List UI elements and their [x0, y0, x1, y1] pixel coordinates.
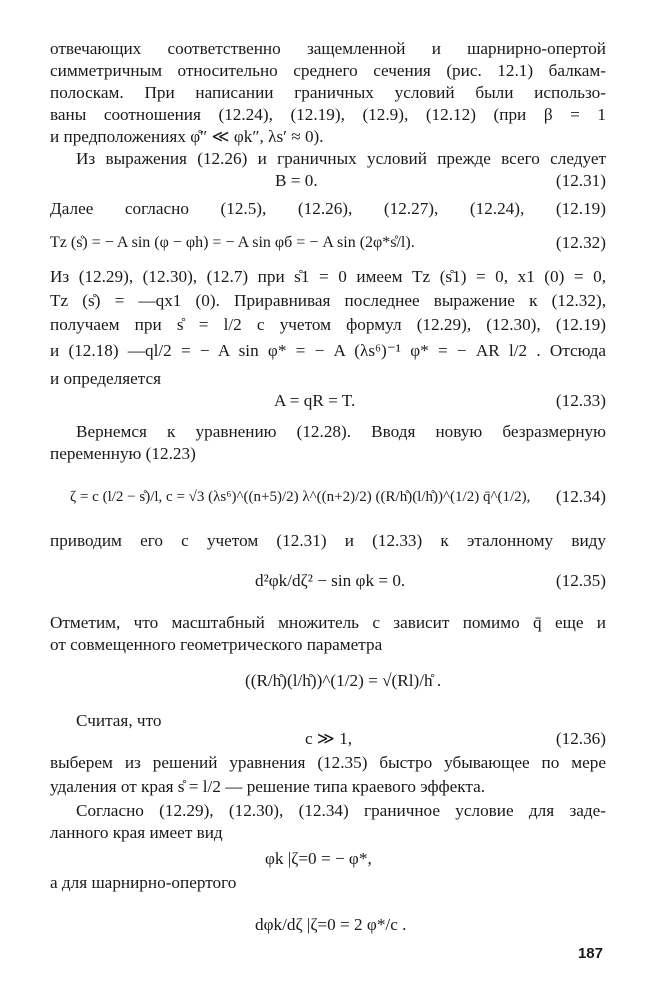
equation-12-36: c ≫ 1,	[305, 729, 353, 748]
text-line: Из (12.29), (12.30), (12.7) при s̊1 = 0 имеем Tz (s̊1) = 0, x1 (0) = 0,	[50, 267, 606, 286]
equation-12-33: A = qR = T.	[274, 391, 356, 410]
text-line: удаления от края s̊ = l/2 — решение типа краевого эффекта.	[50, 777, 486, 796]
text-line: выберем из решений уравнения (12.35) быстро убывающее по мере	[50, 753, 606, 772]
text-line: и определяется	[50, 369, 162, 388]
text-line: и (12.18) —ql/2 = − A sin φ* = − A (λs⁶)⁻¹ φ* = − AR l/2 . Отсюда	[50, 341, 606, 360]
page-number: 187	[577, 945, 603, 962]
text-line: Из выражения (12.26) и граничных условий прежде всего следует	[76, 149, 606, 168]
equation-12-35: d²φk/dζ² − sin φk = 0.	[255, 571, 406, 590]
text-line: от совмещенного геометрического параметра	[50, 635, 383, 654]
text-line: полоскам. При написании граничных условий были использо-	[50, 83, 606, 102]
text-line: приводим его с учетом (12.31) и (12.33) к эталонному виду	[50, 531, 606, 550]
equation-number: (12.35)	[555, 571, 606, 590]
equation-number: (12.31)	[555, 171, 606, 190]
equation-boundary-clamped: φk |ζ=0 = − φ*,	[265, 849, 372, 868]
text-line: а для шарнирно-опертого	[50, 873, 237, 892]
text-line: Согласно (12.29), (12.30), (12.34) граничное условие для заде-	[76, 801, 606, 820]
text-line: и предположениях φ̊″ ≪ φk″, λs′ ≈ 0).	[50, 127, 324, 146]
text-line: Вернемся к уравнению (12.28). Вводя новую безразмерную	[76, 422, 606, 441]
text-line: Далее согласно (12.5), (12.26), (12.27), (12.24), (12.19)	[50, 199, 606, 218]
text-line: отвечающих соответственно защемленной и шарнирно-опертой	[50, 39, 606, 58]
text-line: Tz (s̊) = —qx1 (0). Приравнивая последнее выражение к (12.32),	[50, 291, 606, 310]
equation-12-31: B = 0.	[275, 171, 318, 190]
equation-number: (12.36)	[555, 729, 606, 748]
equation-12-32: Tz (s̊) = − A sin (φ − φh) = − A sin φб = − A sin (2φ*s̊/l).	[50, 234, 415, 251]
text-line: переменную (12.23)	[50, 444, 196, 463]
text-line: ланного края имеет вид	[50, 823, 223, 842]
text-line: ваны соотношения (12.24), (12.19), (12.9), (12.12) (при β = 1	[50, 105, 606, 124]
text-line: Считая, что	[76, 711, 162, 730]
equation-12-34: ζ = c (l/2 − s̊)/l, c = √3 (λs⁶)^((n+5)/2) λ^((n+2)/2) ((R/h̊)(l/h̊))^(1/2) q̄^(1/2),	[70, 489, 531, 505]
text-line: Отметим, что масштабный множитель c зависит помимо q̄ еще и	[50, 613, 606, 632]
equation-number: (12.32)	[555, 233, 606, 252]
equation-number: (12.34)	[555, 487, 606, 506]
equation-number: (12.33)	[555, 391, 606, 410]
text-line: получаем при s̊ = l/2 с учетом формул (12.29), (12.30), (12.19)	[50, 315, 606, 334]
equation-geometric-parameter: ((R/h̊)(l/h̊))^(1/2) = √(Rl)/h̊ .	[245, 671, 442, 690]
text-line: симметричным относительно среднего сечения (рис. 12.1) балкам-	[50, 61, 606, 80]
equation-boundary-hinged: dφk/dζ |ζ=0 = 2 φ*/c .	[255, 915, 407, 934]
